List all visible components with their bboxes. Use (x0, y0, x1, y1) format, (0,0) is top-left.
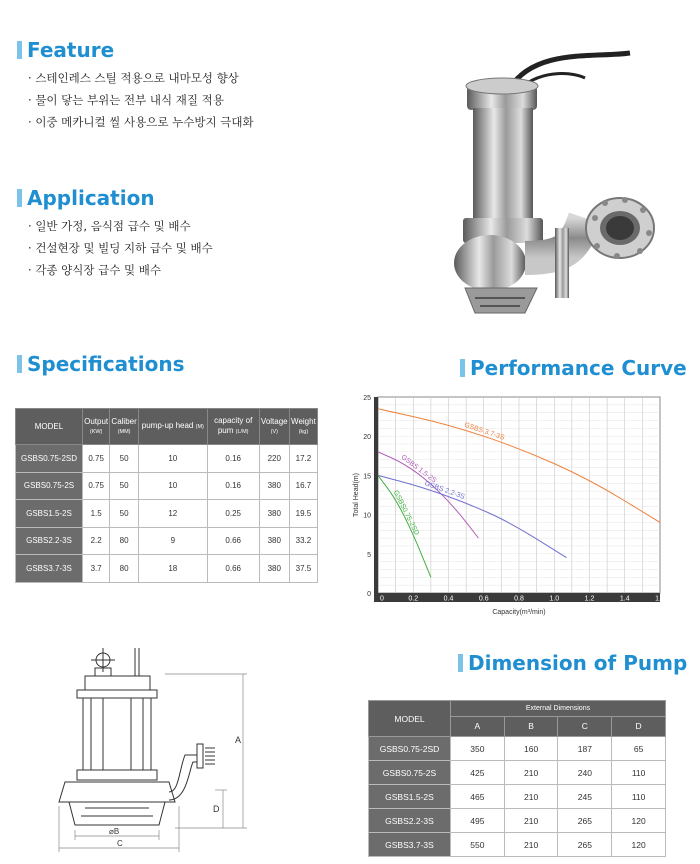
value-cell: 245 (558, 785, 612, 809)
value-cell: 380 (259, 472, 289, 500)
x-tick-label: 1.6 (655, 595, 665, 603)
dimension-label-a: A (235, 735, 242, 745)
value-cell: 3.7 (83, 555, 110, 583)
y-axis-bar (374, 397, 378, 602)
title-accent-bar (458, 654, 463, 672)
feature-item: · 이중 메카니컬 씰 사용으로 누수방지 극대화 (28, 111, 254, 133)
performance-chart (350, 385, 670, 617)
x-axis-label: Capacity(m³/min) (492, 609, 546, 616)
title-accent-bar (460, 359, 465, 377)
y-tick-label: 5 (367, 551, 371, 559)
model-cell: GSBS3.7-3S (16, 555, 83, 583)
table-row (16, 527, 318, 555)
y-tick-label: 20 (363, 434, 371, 442)
value-cell: 0.66 (207, 527, 259, 555)
x-tick-label: 1.4 (619, 595, 630, 603)
feature-item: · 물이 닿는 부위는 전부 내식 재질 적용 (28, 89, 254, 111)
value-cell: 10 (138, 472, 207, 500)
value-cell: 50 (110, 472, 139, 500)
value-cell: 120 (612, 833, 666, 857)
model-cell: GSBS3.7-3S (369, 833, 451, 857)
x-tick-label: 0.4 (443, 595, 454, 603)
table-row (369, 785, 666, 809)
header-a: A (451, 716, 505, 736)
model-cell: GSBS1.5-2S (369, 785, 451, 809)
value-cell: 210 (504, 785, 558, 809)
value-cell: 80 (110, 527, 139, 555)
x-tick-label: 0.2 (408, 595, 419, 603)
value-cell: 160 (504, 737, 558, 761)
value-cell: 425 (451, 761, 505, 785)
table-row (369, 833, 666, 857)
header-d: D (612, 716, 666, 736)
title-accent-bar (17, 355, 22, 373)
series-label: GSBS 2.2-3S (423, 480, 466, 501)
value-cell: 187 (558, 737, 612, 761)
model-cell: GSBS1.5-2S (16, 500, 83, 528)
application-item: · 건설현장 및 빌딩 지하 급수 및 배수 (28, 237, 213, 259)
table-row (16, 445, 318, 473)
y-tick-label: 15 (363, 473, 371, 481)
x-tick-label: 1.2 (584, 595, 595, 603)
x-tick-label: 0.8 (514, 595, 524, 603)
value-cell: 80 (110, 555, 139, 583)
value-cell: 110 (612, 785, 666, 809)
value-cell: 19.5 (289, 500, 317, 528)
header-capacity: capacity of pum (L/M) (207, 409, 259, 445)
y-tick-label: 10 (363, 512, 371, 520)
value-cell: 210 (504, 809, 558, 833)
header-b: B (504, 716, 558, 736)
y-tick-label: 0 (367, 591, 371, 598)
value-cell: 120 (612, 809, 666, 833)
table-row (16, 555, 318, 583)
pump-photo (445, 48, 665, 318)
table-row (369, 761, 666, 785)
x-tick-label: 0 (380, 595, 384, 603)
value-cell: 350 (451, 737, 505, 761)
model-cell: GSBS0.75-2S (16, 472, 83, 500)
feature-title: Feature (17, 38, 114, 62)
feature-item: · 스테인레스 스틸 적용으로 내마모성 향상 (28, 67, 254, 89)
header-external-dimensions: External Dimensions (451, 701, 666, 717)
value-cell: 210 (504, 761, 558, 785)
header-caliber: Caliber (MM) (110, 409, 139, 445)
value-cell: 0.66 (207, 555, 259, 583)
performance-title: Performance Curve (460, 356, 687, 380)
dimension-label-b: ⌀B (109, 827, 120, 836)
value-cell: 265 (558, 809, 612, 833)
title-accent-bar (17, 41, 22, 59)
value-cell: 240 (558, 761, 612, 785)
value-cell: 0.25 (207, 500, 259, 528)
application-item: · 각종 양식장 급수 및 배수 (28, 259, 213, 281)
model-cell: GSBS0.75-2S (369, 761, 451, 785)
series-label: GSBS 3.7-3S (463, 421, 506, 442)
value-cell: 65 (612, 737, 666, 761)
y-axis-label: Total Head(m) (353, 473, 360, 517)
header-voltage: Voltage (V) (259, 409, 289, 445)
model-cell: GSBS2.2-3S (16, 527, 83, 555)
dimension-title: Dimension of Pump (458, 651, 687, 675)
specifications-table (15, 408, 318, 583)
value-cell: 12 (138, 500, 207, 528)
feature-list (28, 67, 254, 133)
header-model: MODEL (369, 701, 451, 737)
y-tick-label: 25 (363, 395, 371, 402)
dimension-table (368, 700, 666, 857)
value-cell: 265 (558, 833, 612, 857)
value-cell: 550 (451, 833, 505, 857)
value-cell: 1.5 (83, 500, 110, 528)
specifications-title: Specifications (17, 352, 184, 376)
table-row (369, 737, 666, 761)
value-cell: 380 (259, 500, 289, 528)
header-pump-up-head: pump-up head (M) (138, 409, 207, 445)
value-cell: 18 (138, 555, 207, 583)
value-cell: 9 (138, 527, 207, 555)
x-tick-label: 1.0 (549, 595, 560, 603)
value-cell: 0.16 (207, 472, 259, 500)
value-cell: 50 (110, 445, 139, 473)
value-cell: 50 (110, 500, 139, 528)
application-title: Application (17, 186, 155, 210)
value-cell: 495 (451, 809, 505, 833)
x-tick-label: 0.6 (478, 595, 489, 603)
header-c: C (558, 716, 612, 736)
model-cell: GSBS2.2-3S (369, 809, 451, 833)
value-cell: 465 (451, 785, 505, 809)
value-cell: 110 (612, 761, 666, 785)
table-row (369, 809, 666, 833)
value-cell: 17.2 (289, 445, 317, 473)
header-weight: Weight (kg) (289, 409, 317, 445)
header-model: MODEL (16, 409, 83, 445)
series-label: GSBS 1.5-2S (399, 453, 438, 485)
dimension-label-c: C (117, 839, 123, 848)
dimension-label-d: D (213, 804, 220, 814)
application-item: · 일반 가정, 음식점 급수 및 배수 (28, 215, 213, 237)
value-cell: 380 (259, 555, 289, 583)
table-row (16, 472, 318, 500)
value-cell: 220 (259, 445, 289, 473)
value-cell: 0.75 (83, 445, 110, 473)
value-cell: 380 (259, 527, 289, 555)
value-cell: 0.75 (83, 472, 110, 500)
model-cell: GSBS0.75-2SD (16, 445, 83, 473)
application-list (28, 215, 213, 281)
pump-dimension-drawing (55, 640, 255, 855)
value-cell: 33.2 (289, 527, 317, 555)
value-cell: 16.7 (289, 472, 317, 500)
value-cell: 2.2 (83, 527, 110, 555)
model-cell: GSBS0.75-2SD (369, 737, 451, 761)
title-accent-bar (17, 189, 22, 207)
table-row (16, 500, 318, 528)
table-header-row (16, 409, 318, 445)
series-label: GSBS0.75-2SD (391, 489, 420, 537)
value-cell: 0.16 (207, 445, 259, 473)
header-output: Output (KW) (83, 409, 110, 445)
value-cell: 37.5 (289, 555, 317, 583)
value-cell: 210 (504, 833, 558, 857)
value-cell: 10 (138, 445, 207, 473)
